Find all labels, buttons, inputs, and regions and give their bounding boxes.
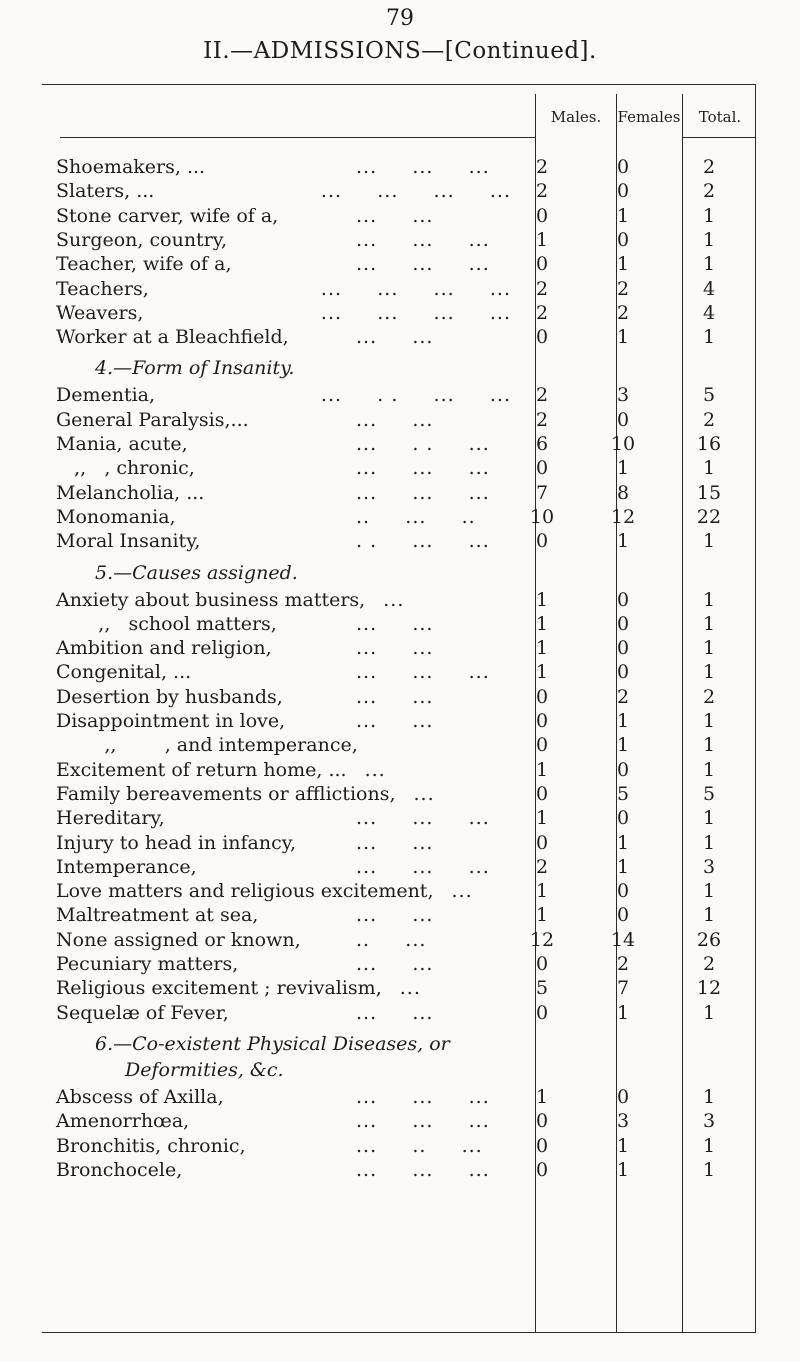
row-label: Teachers, xyxy=(56,277,149,300)
males-value: 0 xyxy=(535,1134,549,1157)
total-value: 1 xyxy=(702,530,716,553)
row-label: ,, school matters, xyxy=(56,612,277,635)
males-value: 2 xyxy=(535,384,549,407)
males-value: 0 xyxy=(535,253,549,276)
row-label: Bronchitis, chronic, xyxy=(56,1134,246,1157)
males-value: 1 xyxy=(535,1085,549,1108)
row-label: Injury to head in infancy, xyxy=(56,831,297,854)
total-value: 2 xyxy=(702,685,716,708)
females-value: 1 xyxy=(616,855,630,878)
males-value: 1 xyxy=(535,758,549,781)
males-value: 0 xyxy=(535,685,549,708)
males-value: 1 xyxy=(535,904,549,927)
table-row xyxy=(56,1001,756,1025)
total-value: 2 xyxy=(702,180,716,203)
table-top-rule xyxy=(42,84,756,85)
leader-dots: ... xyxy=(413,782,435,805)
males-value: 2 xyxy=(535,301,549,324)
leader-dots: ... . . ... xyxy=(356,433,490,455)
table-row xyxy=(56,782,756,806)
row-label: Maltreatment at sea, xyxy=(56,904,259,927)
males-value: 0 xyxy=(535,1110,549,1133)
page-number: 79 xyxy=(386,6,414,31)
males-value: 2 xyxy=(535,180,549,203)
leader-dots: ... ... ... ... xyxy=(320,301,511,324)
males-value: 12 xyxy=(529,928,555,951)
females-value: 1 xyxy=(616,1134,630,1157)
total-value: 1 xyxy=(702,457,716,480)
table-row xyxy=(56,505,756,529)
table-row xyxy=(56,252,756,276)
total-value: 3 xyxy=(702,855,716,878)
row-label: Disappointment in love, xyxy=(56,710,286,732)
females-value: 3 xyxy=(616,1110,630,1133)
total-value: 15 xyxy=(696,481,722,504)
females-value: 0 xyxy=(616,408,630,431)
leader-dots: .. ... xyxy=(356,928,427,951)
leader-dots: .. ... .. xyxy=(356,505,476,528)
females-value: 0 xyxy=(616,1085,630,1108)
females-value: 5 xyxy=(616,782,630,805)
leader-dots: ... ... xyxy=(356,685,434,708)
females-value: 1 xyxy=(616,710,630,732)
table-row xyxy=(56,831,756,855)
row-label: General Paralysis,... xyxy=(56,408,249,431)
leader-dots: ... ... xyxy=(356,637,434,660)
females-value: 2 xyxy=(616,953,630,975)
males-value: 7 xyxy=(535,481,549,504)
leader-dots: ... xyxy=(399,977,421,1000)
females-value: 3 xyxy=(616,384,630,407)
total-value: 4 xyxy=(702,301,716,324)
males-value: 0 xyxy=(535,953,549,975)
header-underline-right xyxy=(682,137,756,138)
leader-dots: ... ... xyxy=(356,408,434,431)
total-value: 1 xyxy=(702,831,716,854)
males-value: 2 xyxy=(535,408,549,431)
females-value: 1 xyxy=(616,530,630,553)
table-row xyxy=(56,709,756,733)
total-value: 4 xyxy=(702,277,716,300)
leader-dots: ... ... ... xyxy=(356,1110,490,1133)
males-value: 0 xyxy=(535,326,549,349)
table-row xyxy=(56,179,756,203)
row-label: Religious excitement ; revivalism, xyxy=(56,977,382,1000)
leader-dots: ... . . ... ... xyxy=(320,384,511,407)
table-row xyxy=(56,806,756,830)
row-label: ,, , and intemperance, xyxy=(56,734,358,757)
row-label: Amenorrhœa, xyxy=(56,1110,190,1133)
total-value: 3 xyxy=(702,1110,716,1133)
section-title: 4.—Form of Insanity. xyxy=(95,357,295,380)
leader-dots: ... ... ... ... xyxy=(320,180,511,203)
males-value: 1 xyxy=(535,880,549,903)
table-row xyxy=(56,1109,756,1133)
total-value: 1 xyxy=(702,1001,716,1024)
females-value: 0 xyxy=(616,637,630,660)
total-value: 1 xyxy=(702,734,716,757)
males-value: 0 xyxy=(535,1001,549,1024)
table-row xyxy=(56,636,756,660)
total-value: 1 xyxy=(702,758,716,781)
females-value: 1 xyxy=(616,831,630,854)
table-row xyxy=(56,1085,756,1109)
females-value: 8 xyxy=(616,481,630,504)
table-row xyxy=(56,432,756,456)
total-value: 26 xyxy=(696,928,722,951)
table-row xyxy=(56,155,756,179)
leader-dots: ... ... xyxy=(356,204,434,227)
leader-dots: ... xyxy=(383,588,405,611)
leader-dots: ... ... xyxy=(356,831,434,854)
row-label: Pecuniary matters, xyxy=(56,953,239,975)
row-label: Moral Insanity, xyxy=(56,530,201,553)
males-value: 2 xyxy=(535,156,549,178)
males-value: 0 xyxy=(535,530,549,553)
males-value: 0 xyxy=(535,734,549,757)
section-title: 5.—Causes assigned. xyxy=(95,561,298,584)
females-value: 1 xyxy=(616,253,630,276)
total-value: 2 xyxy=(702,156,716,178)
section-title: 6.—Co-existent Physical Diseases, or xyxy=(95,1032,450,1055)
leader-dots: ... ... xyxy=(356,904,434,927)
row-label: ,, , chronic, xyxy=(56,457,195,480)
row-label: Dementia, xyxy=(56,384,156,407)
table-row xyxy=(56,301,756,325)
table-row xyxy=(56,325,756,349)
females-value: 0 xyxy=(616,588,630,611)
total-value: 1 xyxy=(702,326,716,349)
table-row xyxy=(56,1134,756,1158)
leader-dots: ... ... xyxy=(356,710,434,732)
leader-dots: ... ... xyxy=(356,612,434,635)
males-value: 0 xyxy=(535,782,549,805)
row-label: Mania, acute, xyxy=(56,433,188,455)
table-row xyxy=(56,481,756,505)
males-value: 2 xyxy=(535,855,549,878)
total-value: 1 xyxy=(702,253,716,276)
females-value: 1 xyxy=(616,326,630,349)
females-value: 0 xyxy=(616,880,630,903)
row-label: Worker at a Bleachfield, xyxy=(56,326,289,349)
females-value: 14 xyxy=(610,928,636,951)
table-bottom-rule xyxy=(42,1332,756,1333)
leader-dots: ... ... ... xyxy=(356,481,490,504)
total-value: 1 xyxy=(702,588,716,611)
males-value: 0 xyxy=(535,204,549,227)
table-row xyxy=(56,733,756,757)
total-value: 16 xyxy=(696,433,722,455)
total-value: 1 xyxy=(702,1158,716,1181)
females-value: 2 xyxy=(616,277,630,300)
males-value: 1 xyxy=(535,228,549,251)
females-value: 1 xyxy=(616,457,630,480)
header-males: Males. xyxy=(550,108,602,126)
females-value: 7 xyxy=(616,977,630,1000)
males-value: 1 xyxy=(535,588,549,611)
females-value: 0 xyxy=(616,180,630,203)
row-label: Slaters, ... xyxy=(56,180,155,203)
females-value: 0 xyxy=(616,661,630,684)
row-label: Anxiety about business matters, xyxy=(56,588,366,611)
table-row xyxy=(56,228,756,252)
table-row xyxy=(56,204,756,228)
total-value: 1 xyxy=(702,228,716,251)
leader-dots: ... ... ... xyxy=(356,1085,490,1108)
row-label: Abscess of Axilla, xyxy=(56,1085,224,1108)
males-value: 1 xyxy=(535,807,549,830)
males-value: 0 xyxy=(535,457,549,480)
leader-dots: ... ... ... xyxy=(356,228,490,251)
leader-dots: ... xyxy=(451,880,473,903)
table-row xyxy=(56,456,756,480)
leader-dots: ... ... xyxy=(356,326,434,349)
leader-dots: . . ... ... xyxy=(356,530,490,553)
row-label: Bronchocele, xyxy=(56,1158,183,1181)
table-row xyxy=(56,685,756,709)
leader-dots: ... ... ... xyxy=(356,253,490,276)
page-heading: II.—ADMISSIONS—[Continued]. xyxy=(203,38,597,64)
row-label: Teacher, wife of a, xyxy=(56,253,232,276)
table-row xyxy=(56,383,756,407)
females-value: 1 xyxy=(616,1001,630,1024)
row-label: Congenital, ... xyxy=(56,661,192,684)
table-row xyxy=(56,1158,756,1182)
row-label: Sequelæ of Fever, xyxy=(56,1001,229,1024)
row-label: Hereditary, xyxy=(56,807,165,830)
leader-dots: ... xyxy=(364,758,386,781)
males-value: 0 xyxy=(535,1158,549,1181)
leader-dots: ... ... ... xyxy=(356,855,490,878)
leader-dots: ... ... ... xyxy=(356,1158,490,1181)
table-row xyxy=(56,408,756,432)
row-label: Intemperance, xyxy=(56,855,197,878)
row-label: None assigned or known, xyxy=(56,928,301,951)
leader-dots: ... ... ... xyxy=(356,807,490,830)
row-label: Family bereavements or afflictions, xyxy=(56,782,396,805)
females-value: 0 xyxy=(616,612,630,635)
row-label: Ambition and religion, xyxy=(56,637,272,660)
total-value: 1 xyxy=(702,637,716,660)
males-value: 6 xyxy=(535,433,549,455)
row-label: Weavers, xyxy=(56,301,144,324)
males-value: 2 xyxy=(535,277,549,300)
males-value: 0 xyxy=(535,710,549,732)
total-value: 2 xyxy=(702,953,716,975)
header-underline-left xyxy=(60,137,535,138)
header-total: Total. xyxy=(698,108,742,126)
females-value: 1 xyxy=(616,204,630,227)
total-value: 5 xyxy=(702,384,716,407)
table-row xyxy=(56,976,756,1000)
females-value: 12 xyxy=(610,505,636,528)
table-row xyxy=(56,928,756,952)
table-row xyxy=(56,588,756,612)
total-value: 1 xyxy=(702,204,716,227)
row-label: Stone carver, wife of a, xyxy=(56,204,279,227)
females-value: 10 xyxy=(610,433,636,455)
table-row xyxy=(56,612,756,636)
leader-dots: ... ... xyxy=(356,1001,434,1024)
total-value: 2 xyxy=(702,408,716,431)
total-value: 12 xyxy=(696,977,722,1000)
leader-dots: ... ... ... ... xyxy=(320,277,511,300)
table-row xyxy=(56,952,756,976)
females-value: 2 xyxy=(616,685,630,708)
males-value: 1 xyxy=(535,661,549,684)
total-value: 1 xyxy=(702,1085,716,1108)
males-value: 1 xyxy=(535,612,549,635)
total-value: 1 xyxy=(702,661,716,684)
row-label: Desertion by husbands, xyxy=(56,685,283,708)
row-label: Melancholia, ... xyxy=(56,481,205,504)
table-row xyxy=(56,903,756,927)
table-row xyxy=(56,277,756,301)
table-row xyxy=(56,758,756,782)
males-value: 0 xyxy=(535,831,549,854)
total-value: 1 xyxy=(702,612,716,635)
total-value: 1 xyxy=(702,710,716,732)
row-label: Shoemakers, ... xyxy=(56,156,206,178)
total-value: 1 xyxy=(702,807,716,830)
males-value: 1 xyxy=(535,637,549,660)
row-label: Excitement of return home, ... xyxy=(56,758,347,781)
leader-dots: ... ... ... xyxy=(356,661,490,684)
table-row xyxy=(56,529,756,553)
row-label: Love matters and religious excitement, xyxy=(56,880,434,903)
females-value: 0 xyxy=(616,156,630,178)
females-value: 1 xyxy=(616,734,630,757)
females-value: 0 xyxy=(616,758,630,781)
males-value: 5 xyxy=(535,977,549,1000)
leader-dots: ... ... ... xyxy=(356,457,490,480)
total-value: 22 xyxy=(696,505,722,528)
females-value: 0 xyxy=(616,807,630,830)
leader-dots: ... .. ... xyxy=(356,1134,483,1157)
total-value: 1 xyxy=(702,904,716,927)
leader-dots: ... ... ... xyxy=(356,156,490,178)
row-label: Surgeon, country, xyxy=(56,228,228,251)
table-row xyxy=(56,660,756,684)
females-value: 1 xyxy=(616,1158,630,1181)
total-value: 5 xyxy=(702,782,716,805)
header-females: Females xyxy=(617,108,681,126)
total-value: 1 xyxy=(702,880,716,903)
row-label: Monomania, xyxy=(56,505,176,528)
table-row xyxy=(56,855,756,879)
leader-dots: ... ... xyxy=(356,953,434,975)
section-title-continued: Deformities, &c. xyxy=(125,1058,284,1081)
table-row xyxy=(56,879,756,903)
females-value: 0 xyxy=(616,904,630,927)
females-value: 2 xyxy=(616,301,630,324)
total-value: 1 xyxy=(702,1134,716,1157)
females-value: 0 xyxy=(616,228,630,251)
males-value: 10 xyxy=(529,505,555,528)
